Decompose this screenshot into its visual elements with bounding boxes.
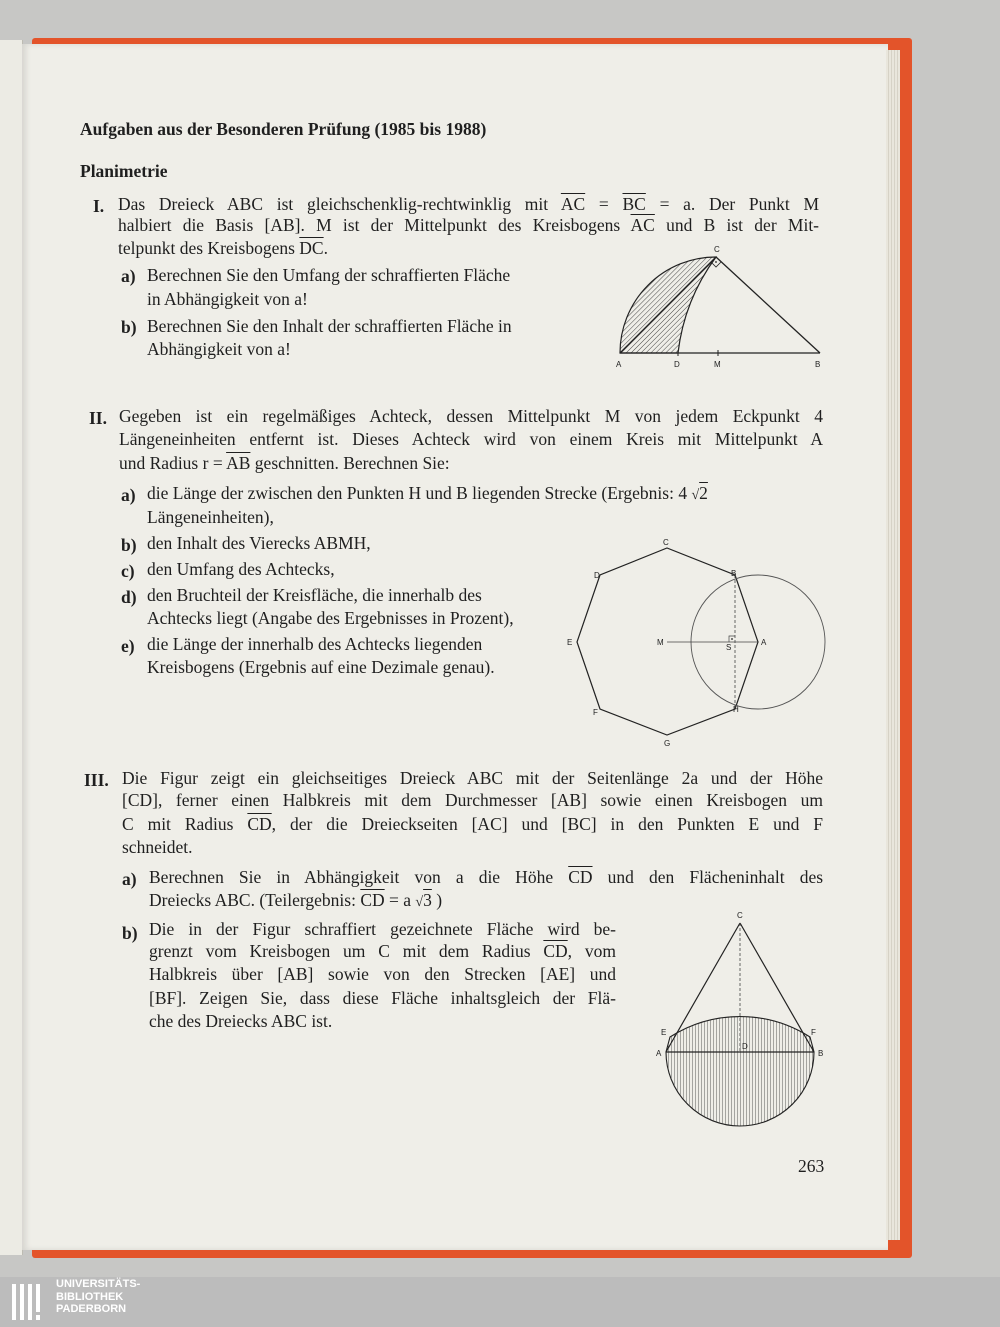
problem-2-b-line-1: den Inhalt des Vierecks ABMH, (147, 533, 371, 553)
problem-1-line-3: telpunkt des Kreisbogens $\overline{DC}$. (118, 238, 328, 258)
fig2-label-h: H (733, 705, 739, 714)
problem-3-line-3: C mit Radius $\overline{CD}$, der die Dreieckseiten [AC] und [BC] in den Punkten E und F (122, 814, 823, 834)
library-name-line-2: BIBLIOTHEK (56, 1290, 124, 1303)
section-title: Planimetrie (80, 161, 168, 181)
fig2-label-g: G (664, 739, 671, 748)
problem-3-b-line-2: grenzt vom Kreisbogen um C mit dem Radius $\overline{CD}$, vom (149, 941, 616, 961)
problem-1-b-label: b) (121, 317, 137, 337)
fig2-label-c: C (663, 538, 669, 547)
problem-1-a-line-2: in Abhängigkeit von a! (147, 289, 308, 309)
problem-2-c-label: c) (121, 561, 135, 581)
fig3-label-b: B (818, 1049, 824, 1058)
figure-2 (560, 535, 835, 750)
problem-2-c-line-1: den Umfang des Achtecks, (147, 559, 335, 579)
fig3-label-c: C (737, 911, 743, 920)
problem-1-b-line-1: Berechnen Sie den Inhalt der schraffierten Fläche in (147, 316, 512, 336)
fig2-label-m: M (657, 638, 664, 647)
problem-2-a-line-2: Längeneinheiten), (147, 507, 274, 527)
book-spine (0, 40, 23, 1255)
problem-2-number: II. (89, 408, 107, 428)
problem-2-line-3: und Radius $r = \overline{AB}$ geschnitten. Berechnen Sie: (119, 453, 450, 473)
problem-2-line-2: Längeneinheiten entfernt ist. Dieses Achteck wird von einem Kreis mit Mittelpunkt A (119, 429, 823, 449)
problem-3-b-line-3: Halbkreis über [AB] sowie von den Strecken [AE] und (149, 964, 616, 984)
fig2-label-d: D (594, 571, 600, 580)
problem-3-b-label: b) (122, 923, 138, 943)
fig1-label-d: D (674, 360, 680, 369)
problem-1-line-1: Das Dreieck ABC ist gleichschenklig-rechtwinklig mit $\overline{AC} = \overline{BC} = a$. Der Punkt M (118, 194, 820, 214)
problem-3-line-1: Die Figur zeigt ein gleichseitiges Dreieck ABC mit der Seitenlänge 2a und der Höhe (122, 768, 823, 788)
problem-1-a-label: a) (121, 266, 136, 286)
problem-1-number: I. (93, 196, 105, 216)
problem-2-e-label: e) (121, 636, 135, 656)
library-name-line-1: UNIVERSITÄTS- (56, 1278, 141, 1290)
page-heading: Aufgaben aus der Besonderen Prüfung (1985 bis 1988) (80, 119, 487, 139)
problem-1-line-2: halbiert die Basis [AB]. M ist der Mittelpunkt des Kreisbogens $\overline{AC}$ und B ist der Mit- (118, 215, 820, 235)
side-bc (716, 257, 820, 353)
library-logo-icon (12, 1282, 52, 1322)
problem-1-a-line-1: Berechnen Sie den Umfang der schraffierten Fläche (147, 265, 511, 285)
fig3-label-a: A (656, 1049, 662, 1058)
figure-1 (610, 240, 830, 372)
problem-3-b-line-5: che des Dreiecks ABC ist. (149, 1011, 333, 1031)
fig3-label-d: D (742, 1042, 748, 1051)
problem-2-b-label: b) (121, 535, 137, 555)
library-name (56, 1278, 140, 1316)
fig2-label-b: B (731, 569, 737, 578)
problem-2-line-1: Gegeben ist ein regelmäßiges Achteck, dessen Mittelpunkt M von jedem Eckpunkt 4 (119, 406, 823, 426)
problem-2-a-label: a) (121, 485, 136, 505)
problem-3-a-line-1: Berechnen Sie in Abhängigkeit von a die Höhe $\overline{CD}$ und den Flächeninhalt des (149, 867, 824, 887)
fig1-label-a: A (616, 360, 622, 369)
problem-3-b-line-4: [BF]. Zeigen Sie, dass diese Fläche inhaltsgleich der Flä- (149, 988, 616, 1008)
fig1-label-b: B (815, 360, 821, 369)
fig2-label-e: E (567, 638, 573, 647)
problem-3-line-4: schneidet. (122, 837, 193, 857)
problem-2-d-label: d) (121, 587, 137, 607)
fig2-label-f: F (593, 708, 598, 717)
fig2-label-s: S (726, 643, 732, 652)
problem-3-a-label: a) (122, 869, 137, 889)
problem-2-a-line-1: die Länge der zwischen den Punkten H und B liegenden Strecke (Ergebnis: 4 √2 (147, 483, 708, 503)
library-footer (0, 1277, 1000, 1327)
problem-3-b-line-1: Die in der Figur schraffiert gezeichnete Fläche wird be- (149, 919, 616, 939)
page-edges (886, 50, 900, 1240)
problem-2-d-line-1: den Bruchteil der Kreisfläche, die innerhalb des (147, 585, 482, 605)
fig3-label-e: E (661, 1028, 667, 1037)
problem-2-e-line-1: die Länge der innerhalb des Achtecks liegenden (147, 634, 483, 654)
figure-3 (650, 905, 830, 1135)
problem-3-line-2: [CD], ferner einen Halbkreis mit dem Durchmesser [AB] sowie einen Kreisbogen um (122, 790, 823, 810)
fig1-label-c: C (714, 245, 720, 254)
fig2-label-a: A (761, 638, 767, 647)
problem-3-a-line-2: Dreiecks ABC. (Teilergebnis: $\overline{CD} = a$ √3 ) (149, 890, 443, 910)
problem-2-e-line-2: Kreisbogens (Ergebnis auf eine Dezimale genau). (147, 657, 495, 677)
hatched-area (666, 1017, 814, 1126)
library-name-line-3: PADERBORN (56, 1303, 127, 1315)
right-angle-s-dot (731, 638, 733, 640)
problem-2-d-line-2: Achtecks liegt (Angabe des Ergebnisses in Prozent), (147, 608, 514, 628)
problem-1-b-line-2: Abhängigkeit von a! (147, 339, 291, 359)
fig3-label-f: F (811, 1028, 816, 1037)
right-angle-dot (715, 261, 717, 263)
fig1-label-m: M (714, 360, 721, 369)
problem-3-number: III. (84, 770, 109, 790)
page-number: 263 (798, 1156, 825, 1176)
